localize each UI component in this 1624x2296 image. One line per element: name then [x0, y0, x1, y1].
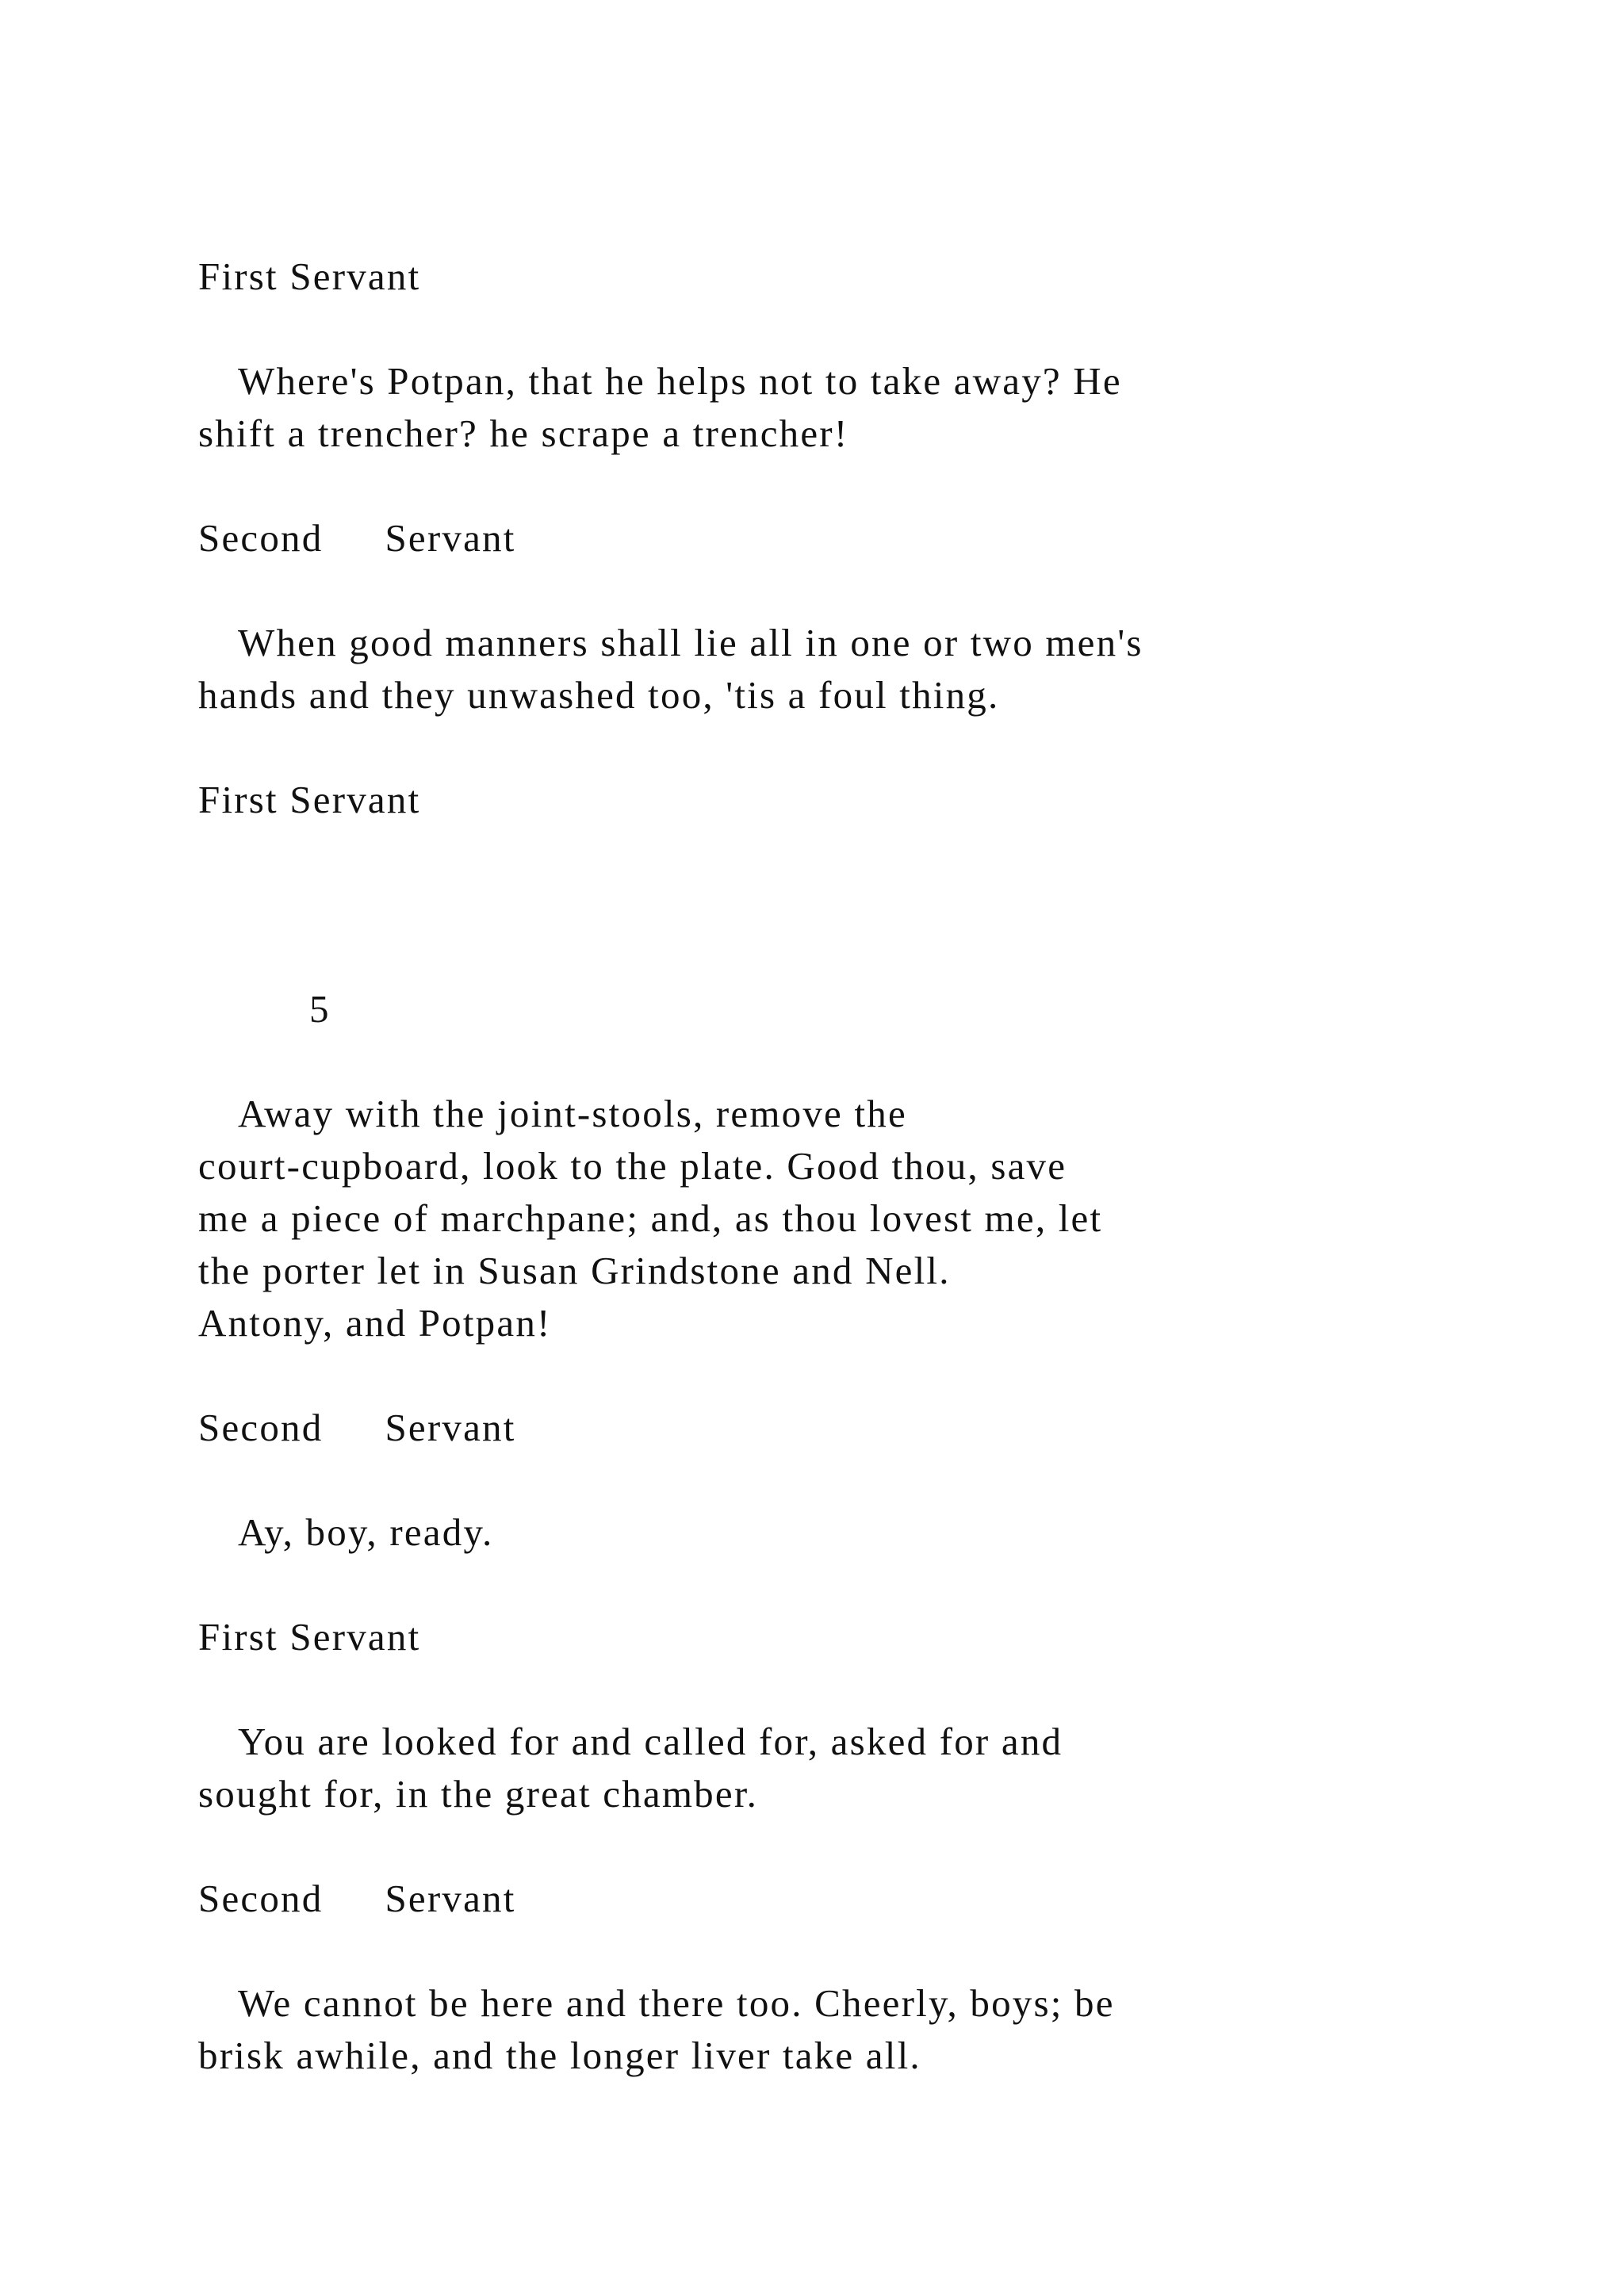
- speaker-label-word: Servant: [385, 1877, 516, 1920]
- dialogue-line: me a piece of marchpane; and, as thou lovest me, let: [198, 1196, 1103, 1240]
- dialogue-line: brisk awhile, and the longer liver take all.: [198, 2034, 921, 2077]
- speaker-label: First Servant: [198, 778, 421, 821]
- dialogue-line: court-cupboard, look to the plate. Good thou, save: [198, 1144, 1067, 1188]
- dialogue-line: the porter let in Susan Grindstone and Nell.: [198, 1249, 951, 1292]
- speaker-label: [198, 1873, 516, 1925]
- dialogue-line: shift a trencher? he scrape a trencher!: [198, 411, 849, 455]
- speaker-label: [198, 512, 516, 564]
- speaker-label-word: Servant: [385, 516, 516, 560]
- speaker-label: First Servant: [198, 254, 421, 298]
- dialogue-line: We cannot be here and there too. Cheerly, boys; be: [238, 1981, 1115, 2025]
- line-number: 5: [309, 987, 331, 1031]
- dialogue-line: Where's Potpan, that he helps not to take away? He: [238, 359, 1122, 403]
- speaker-label-word: Second: [198, 1877, 324, 1920]
- dialogue-line: sought for, in the great chamber.: [198, 1772, 759, 1816]
- dialogue-line: hands and they unwashed too, 'tis a foul thing.: [198, 673, 1000, 717]
- dialogue-line: You are looked for and called for, asked for and: [238, 1720, 1063, 1763]
- speaker-label-word: Second: [198, 1406, 324, 1449]
- speaker-label: [198, 1402, 516, 1454]
- dialogue-line: Away with the joint-stools, remove the: [238, 1092, 907, 1135]
- speaker-label-word: Second: [198, 516, 324, 560]
- dialogue-line: When good manners shall lie all in one or two men's: [238, 621, 1143, 664]
- dialogue-line: Ay, boy, ready.: [238, 1510, 494, 1554]
- speaker-label: First Servant: [198, 1615, 421, 1659]
- dialogue-line: Antony, and Potpan!: [198, 1301, 552, 1345]
- speaker-label-word: Servant: [385, 1406, 516, 1449]
